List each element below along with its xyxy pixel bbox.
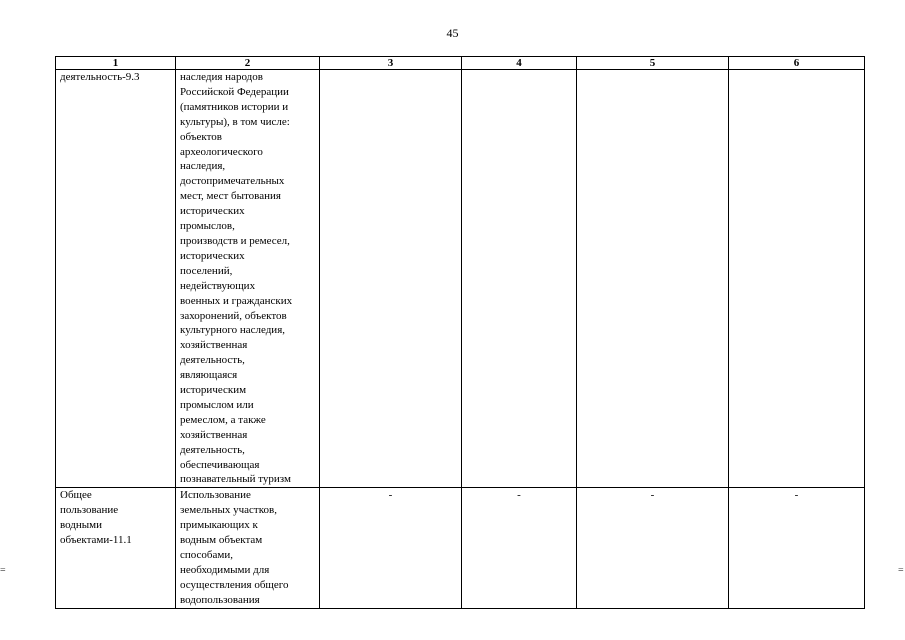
page-number: 45 — [446, 26, 459, 40]
table-cell — [56, 488, 176, 608]
table-cell: - — [729, 488, 865, 608]
table-cell — [176, 488, 320, 608]
table-cell — [176, 70, 320, 488]
table-cell: - — [577, 488, 729, 608]
table-row — [56, 70, 865, 488]
land-use-description: Использование земельных участков, примыкающих к водным объектам способами, необходимыми для осуществления общего водопользования — [180, 489, 289, 606]
table-cell — [462, 70, 577, 488]
table-cell — [320, 70, 462, 488]
table-header-row — [56, 57, 865, 70]
zoning-table — [55, 56, 865, 609]
table-cell — [577, 70, 729, 488]
column-header-6: 6 — [729, 57, 865, 70]
land-use-description: наследия народов Российской Федерации (памятников истории и культуры), в том числе: объектов археологического наследия, достопримечательных мест, мест бытования исторических промыслов, производств и ремесел, исторических поселений, недействующих военных и гражданских захоронений, объектов культурного наследия, хозяйственная деятельность, являющаяся историческим промыслом или ремеслом, а также хозяйственная деятельность, обеспечивающая познавательный туризм — [180, 71, 293, 486]
column-header-3: 3 — [320, 57, 462, 70]
table-row — [56, 488, 865, 608]
column-header-1: 1 — [56, 57, 176, 70]
table-cell — [56, 70, 176, 488]
table-cell: - — [320, 488, 462, 608]
right-binding-mark: = — [898, 565, 903, 576]
table-cell: - — [462, 488, 577, 608]
column-header-2: 2 — [176, 57, 320, 70]
table-cell — [729, 70, 865, 488]
land-use-type: деятельность-9.3 — [60, 71, 140, 83]
land-use-type: Общее пользование водными объектами-11.1 — [60, 489, 132, 547]
left-binding-mark: = — [0, 565, 5, 576]
column-header-5: 5 — [577, 57, 729, 70]
column-header-4: 4 — [462, 57, 577, 70]
